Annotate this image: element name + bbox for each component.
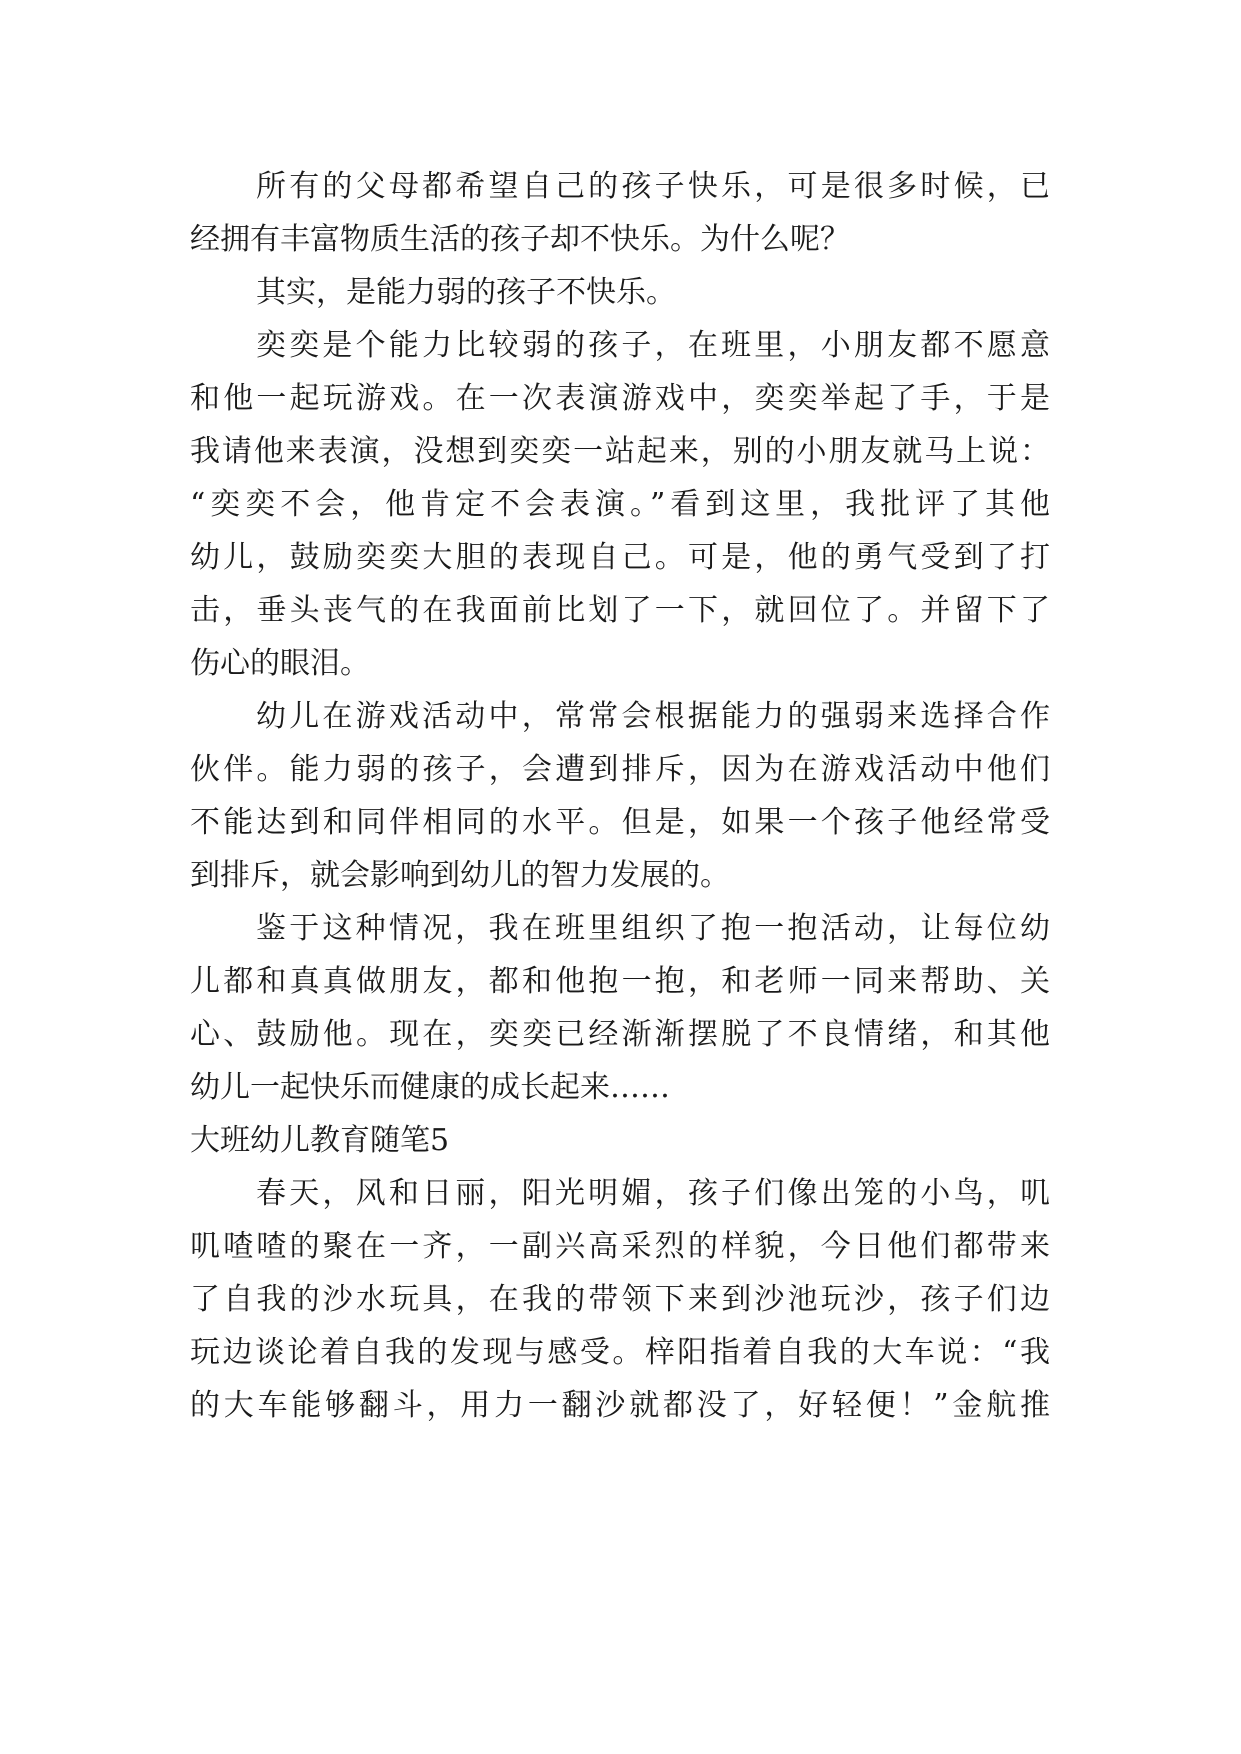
text-line-9: 击，垂头丧气的在我面前比划了一下，就回位了。并留下了 xyxy=(190,593,1050,628)
text-line-18: 幼儿一起快乐而健康的成长起来…… xyxy=(190,1070,670,1105)
text-line-23: 玩边谈论着自我的发现与感受。梓阳指着自我的大车说：“我 xyxy=(190,1335,1050,1370)
text-line-22: 了自我的沙水玩具，在我的带领下来到沙池玩沙，孩子们边 xyxy=(190,1282,1050,1317)
text-line-5: 和他一起玩游戏。在一次表演游戏中，奕奕举起了手，于是 xyxy=(190,381,1050,416)
text-line-17: 心、鼓励他。现在，奕奕已经渐渐摆脱了不良情绪，和其他 xyxy=(190,1017,1050,1052)
text-line-3: 其实，是能力弱的孩子不快乐。 xyxy=(256,275,676,310)
text-line-1: 所有的父母都希望自己的孩子快乐，可是很多时候，已 xyxy=(256,169,1050,204)
section-heading: 大班幼儿教育随笔5 xyxy=(190,1123,450,1158)
text-line-14: 到排斥，就会影响到幼儿的智力发展的。 xyxy=(190,858,730,893)
text-line-21: 叽喳喳的聚在一齐，一副兴高采烈的样貌，今日他们都带来 xyxy=(190,1229,1050,1264)
text-line-6: 我请他来表演，没想到奕奕一站起来，别的小朋友就马上说： xyxy=(190,434,1050,469)
text-line-8: 幼儿，鼓励奕奕大胆的表现自己。可是，他的勇气受到了打 xyxy=(190,540,1050,575)
text-line-20: 春天，风和日丽，阳光明媚，孩子们像出笼的小鸟，叽 xyxy=(256,1176,1050,1211)
text-line-13: 不能达到和同伴相同的水平。但是，如果一个孩子他经常受 xyxy=(190,805,1050,840)
text-line-12: 伙伴。能力弱的孩子，会遭到排斥，因为在游戏活动中他们 xyxy=(190,752,1050,787)
text-line-2: 经拥有丰富物质生活的孩子却不快乐。为什么呢？ xyxy=(190,222,850,257)
text-line-24: 的大车能够翻斗，用力一翻沙就都没了，好轻便！”金航推 xyxy=(190,1388,1050,1423)
text-line-7: “奕奕不会，他肯定不会表演。”看到这里，我批评了其他 xyxy=(190,487,1050,522)
text-line-15: 鉴于这种情况，我在班里组织了抱一抱活动，让每位幼 xyxy=(256,911,1050,946)
text-line-4: 奕奕是个能力比较弱的孩子，在班里，小朋友都不愿意 xyxy=(256,328,1050,363)
text-line-11: 幼儿在游戏活动中，常常会根据能力的强弱来选择合作 xyxy=(256,699,1050,734)
text-line-16: 儿都和真真做朋友，都和他抱一抱，和老师一同来帮助、关 xyxy=(190,964,1050,999)
text-line-10: 伤心的眼泪。 xyxy=(190,646,370,681)
